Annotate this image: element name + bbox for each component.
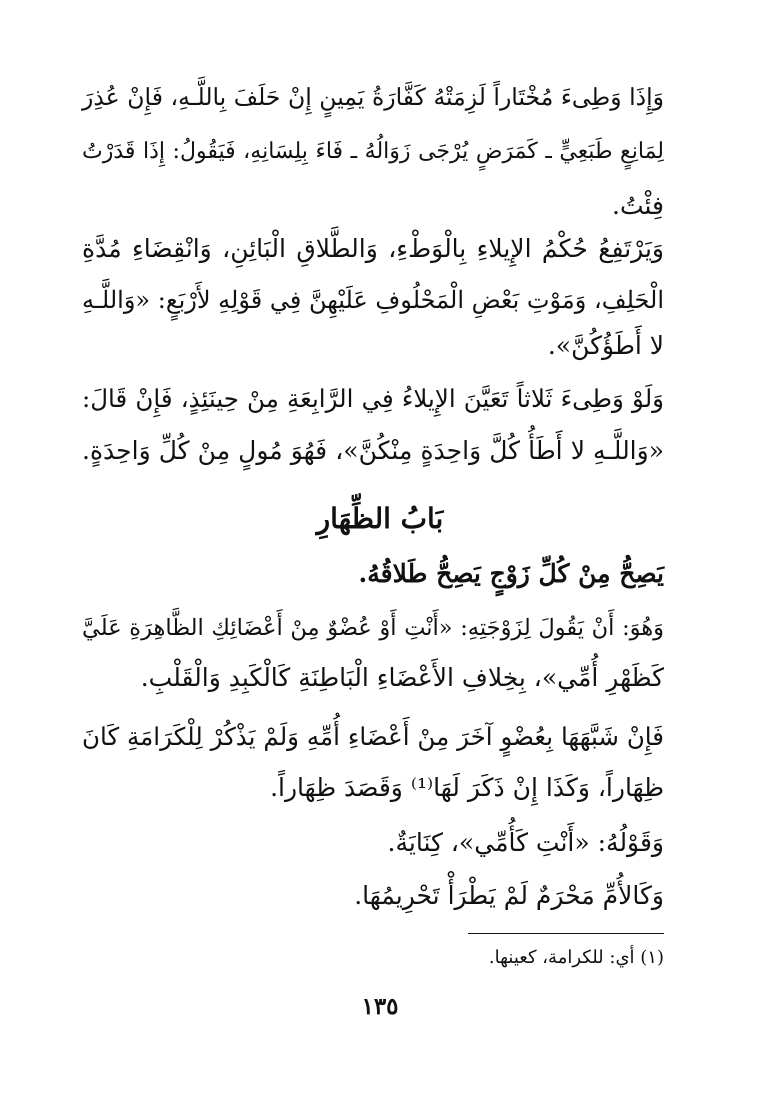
- text-line: الْحَلِفِ، وَمَوْتِ بَعْضِ الْمَحْلُوفِ عَلَيْهِنَّ فِي قَوْلِهِ لأَرْبَعٍ: «وَاللَّـهِ: [82, 286, 664, 314]
- text-line: لا أَطَؤُكُنَّ».: [547, 331, 664, 360]
- text-line: وَإِذَا وَطِىءَ مُخْتَاراً لَزِمَتْهُ كَفَّارَةُ يَمِينٍ إِنْ حَلَفَ بِاللَّـهِ، فَإِنْ عُذِرَ: [82, 83, 664, 111]
- text-line: لِمَانِعٍ طَبَعِيٍّ ـ كَمَرَضٍ يُرْجَى زَوَالُهُ ـ فَاءَ بِلِسَانِهِ، فَيَقُولُ: إِذَا قَدَرْتُ: [82, 139, 664, 164]
- text-line: وَيَرْتَفِعُ حُكْمُ الإِيلاءِ بِالْوَطْءِ، وَالطَّلاقِ الْبَائِنِ، وَانْقِضَاءِ مُدَّةِ: [82, 234, 664, 263]
- text-line: وَكَالأُمِّ مَحْرَمٌ لَمْ يَطْرَأْ تَحْرِيمُهَا.: [354, 881, 664, 910]
- text-line: «وَاللَّـهِ لا أَطَأُ كُلَّ وَاحِدَةٍ مِنْكُنَّ»، فَهُوَ مُولٍ مِنْ كُلِّ وَاحِدَةٍ.: [82, 436, 664, 465]
- text-line: يَصِحُّ مِنْ كُلِّ زَوْجٍ يَصِحُّ طَلاقُهُ.: [358, 559, 664, 588]
- text-line: وَهُوَ: أَنْ يَقُولَ لِزَوْجَتِهِ: «أَنْتِ أَوْ عُضْوٌ مِنْ أَعْضَائِكِ الظَّاهِرَةِ عَلَيَّ: [82, 615, 664, 641]
- text-line: فِئْتُ.: [612, 191, 664, 220]
- text-line: ظِهَاراً، وَكَذَا إِنْ ذَكَرَ لَهَا⁽¹⁾ وَقَصَدَ ظِهَاراً.: [270, 773, 664, 802]
- footnote-divider: [468, 933, 664, 934]
- page-number: ١٣٥: [361, 993, 399, 1020]
- section-heading: بَابُ الظِّهَارِ: [316, 502, 444, 535]
- text-line: وَلَوْ وَطِىءَ ثَلاثاً تَعَيَّنَ الإِيلاءُ فِي الرَّابِعَةِ مِنْ حِينَئِذٍ، فَإِنْ قَالَ:: [82, 384, 664, 413]
- text-line: كَظَهْرِ أُمِّي»، بِخِلافِ الأَعْضَاءِ الْبَاطِنَةِ كَالْكَبِدِ وَالْقَلْبِ.: [140, 663, 664, 692]
- footnote: (١) أي: للكرامة، كعينها.: [488, 947, 664, 968]
- text-line: وَقَوْلُهُ: «أَنْتِ كَأُمِّي»، كِنَايَةٌ.: [387, 828, 664, 857]
- text-line: فَإِنْ شَبَّهَهَا بِعُضْوٍ آخَرَ مِنْ أَعْضَاءِ أُمِّهِ وَلَمْ يَذْكُرْ لِلْكَرَامَةِ كَانَ: [82, 722, 664, 751]
